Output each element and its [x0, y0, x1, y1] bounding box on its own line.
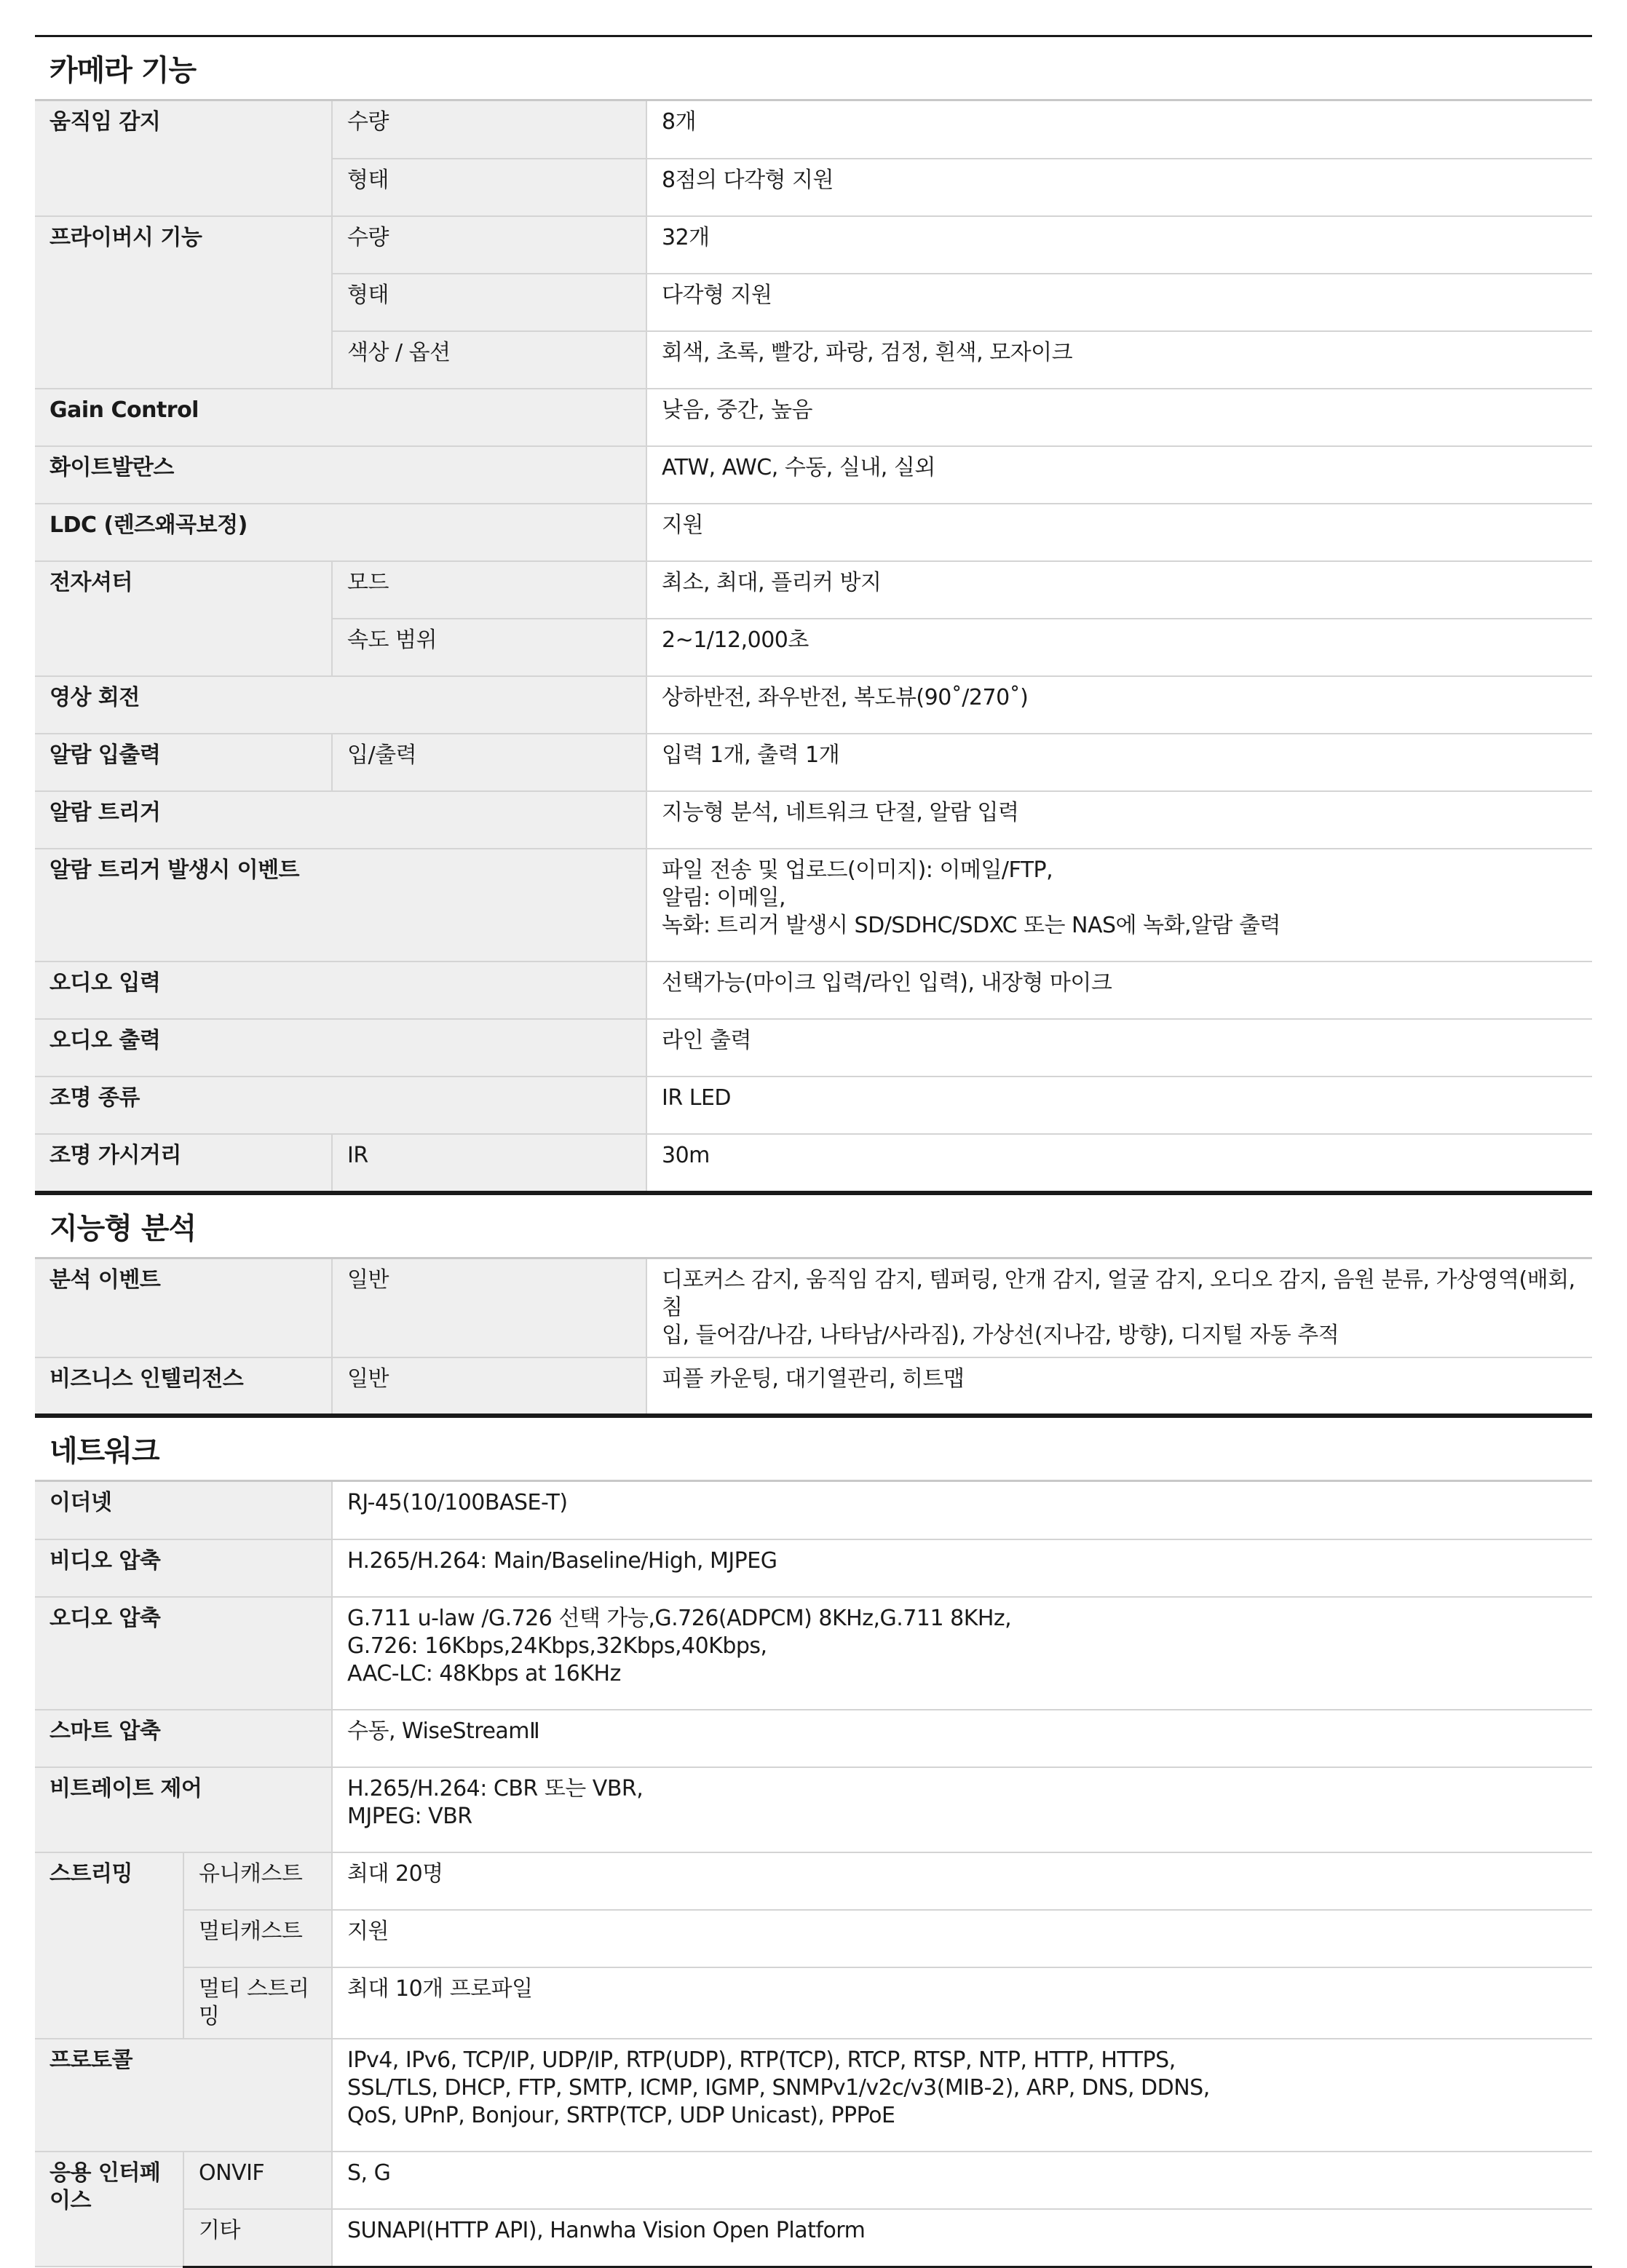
spec-sublabel: 형태	[332, 159, 646, 216]
spec-value: 8점의 다각형 지원	[646, 159, 1592, 216]
spec-label: 오디오 출력	[35, 1019, 646, 1076]
table-row	[35, 676, 1592, 734]
spec-table	[35, 101, 1592, 1193]
spec-label: 스마트 압축	[35, 1710, 332, 1767]
spec-label: 움직임 감지	[35, 101, 332, 216]
table-row	[35, 1597, 1592, 1710]
table-row	[35, 2039, 1592, 2152]
table-row	[35, 791, 1592, 849]
spec-value: 30m	[646, 1134, 1592, 1192]
section-title: 카메라 기능	[35, 35, 1592, 101]
spec-value: 수동, WiseStreamⅡ	[332, 1710, 1592, 1767]
spec-value: 회색, 초록, 빨강, 파랑, 검정, 흰색, 모자이크	[646, 331, 1592, 389]
spec-label: 알람 입출력	[35, 734, 332, 791]
spec-label: 영상 회전	[35, 676, 646, 734]
spec-label: 오디오 압축	[35, 1597, 332, 1710]
spec-value: SUNAPI(HTTP API), Hanwha Vision Open Platform	[332, 2209, 1592, 2267]
spec-label: LDC (렌즈왜곡보정)	[35, 504, 646, 561]
spec-value: 피플 카운팅, 대기열관리, 히트맵	[646, 1357, 1592, 1415]
spec-sublabel: 일반	[332, 1357, 646, 1415]
spec-sublabel: 수량	[332, 101, 646, 159]
spec-label: 비디오 압축	[35, 1539, 332, 1597]
table-row	[35, 1710, 1592, 1767]
spec-sublabel: 형태	[332, 274, 646, 331]
spec-value: 선택가능(마이크 입력/라인 입력), 내장형 마이크	[646, 961, 1592, 1019]
spec-value: 지능형 분석, 네트워크 단절, 알람 입력	[646, 791, 1592, 849]
spec-value: IPv4, IPv6, TCP/IP, UDP/IP, RTP(UDP), RTP(TCP), RTCP, RTSP, NTP, HTTP, HTTPS, SSL/TLS, DHCP, FTP, SMTP, ICMP, IGMP, SNMPv1/v2c/v3(MIB-2), ARP, DNS, DDNS, QoS, UPnP, Bonjour, SRTP(TCP, UDP Unicast), PPPoE	[332, 2039, 1592, 2152]
spec-value: 입력 1개, 출력 1개	[646, 734, 1592, 791]
spec-value: 최소, 최대, 플리커 방지	[646, 561, 1592, 619]
spec-value: ATW, AWC, 수동, 실내, 실외	[646, 446, 1592, 504]
spec-sublabel: ONVIF	[183, 2152, 332, 2209]
table-row	[35, 1767, 1592, 1852]
spec-sheet	[35, 35, 1592, 2268]
spec-value: RJ-45(10/100BASE-T)	[332, 1482, 1592, 1539]
table-row	[35, 561, 1592, 619]
table-row	[35, 446, 1592, 504]
spec-sublabel: 색상 / 옵션	[332, 331, 646, 389]
spec-label: 비즈니스 인텔리전스	[35, 1357, 332, 1415]
spec-value: 최대 20명	[332, 1852, 1592, 1910]
spec-value: 디포커스 감지, 움직임 감지, 템퍼링, 안개 감지, 얼굴 감지, 오디오 감지, 음원 분류, 가상영역(배회, 침 입, 들어감/나감, 나타남/사라짐), 가상선(지나감, 방향), 디지털 자동 추적	[646, 1259, 1592, 1357]
spec-label: 프라이버시 기능	[35, 216, 332, 389]
table-row	[35, 1539, 1592, 1597]
spec-value: H.265/H.264: CBR 또는 VBR, MJPEG: VBR	[332, 1767, 1592, 1852]
table-row	[35, 1852, 1592, 1910]
spec-value: G.711 u-law /G.726 선택 가능,G.726(ADPCM) 8KHz,G.711 8KHz, G.726: 16Kbps,24Kbps,32Kbps,40Kbps, AAC-LC: 48Kbps at 16KHz	[332, 1597, 1592, 1710]
spec-sublabel: 기타	[183, 2209, 332, 2267]
spec-value: 파일 전송 및 업로드(이미지): 이메일/FTP, 알림: 이메일, 녹화: 트리거 발생시 SD/SDHC/SDXC 또는 NAS에 녹화,알람 출력	[646, 849, 1592, 961]
spec-table	[35, 1259, 1592, 1416]
table-row	[35, 389, 1592, 446]
spec-label: 알람 트리거	[35, 791, 646, 849]
spec-value: H.265/H.264: Main/Baseline/High, MJPEG	[332, 1539, 1592, 1597]
spec-sublabel: 멀티 스트리밍	[183, 1967, 332, 2039]
table-row	[35, 2152, 1592, 2209]
spec-sublabel: 속도 범위	[332, 619, 646, 676]
spec-value: 2~1/12,000초	[646, 619, 1592, 676]
table-row	[35, 1967, 1592, 2039]
spec-value: 지원	[646, 504, 1592, 561]
table-row	[35, 961, 1592, 1019]
spec-label: 스트리밍	[35, 1852, 183, 2039]
spec-label: 프로토콜	[35, 2039, 332, 2152]
spec-value: 라인 출력	[646, 1019, 1592, 1076]
spec-value: S, G	[332, 2152, 1592, 2209]
table-row	[35, 504, 1592, 561]
table-row	[35, 2209, 1592, 2267]
spec-sublabel: 유니캐스트	[183, 1852, 332, 1910]
spec-label: 이더넷	[35, 1482, 332, 1539]
table-row	[35, 734, 1592, 791]
spec-sublabel: 수량	[332, 216, 646, 274]
table-row	[35, 216, 1592, 274]
spec-label: 비트레이트 제어	[35, 1767, 332, 1852]
table-row	[35, 1482, 1592, 1539]
spec-value: 32개	[646, 216, 1592, 274]
spec-value: 최대 10개 프로파일	[332, 1967, 1592, 2039]
table-row	[35, 849, 1592, 961]
table-row	[35, 1357, 1592, 1415]
spec-sublabel: 멀티캐스트	[183, 1910, 332, 1967]
spec-label: 조명 종류	[35, 1076, 646, 1134]
table-row	[35, 1134, 1592, 1192]
table-row	[35, 1076, 1592, 1134]
spec-sublabel: 모드	[332, 561, 646, 619]
table-row	[35, 1259, 1592, 1357]
spec-label: 전자셔터	[35, 561, 332, 676]
spec-value: 다각형 지원	[646, 274, 1592, 331]
spec-table	[35, 1482, 1592, 2268]
spec-sublabel: 일반	[332, 1259, 646, 1357]
table-row	[35, 1910, 1592, 1967]
section-title: 네트워크	[35, 1416, 1592, 1482]
spec-label: 오디오 입력	[35, 961, 646, 1019]
spec-label: 화이트발란스	[35, 446, 646, 504]
table-row	[35, 1019, 1592, 1076]
spec-label: 응용 인터페이스	[35, 2152, 183, 2267]
spec-sublabel: 입/출력	[332, 734, 646, 791]
spec-label: 알람 트리거 발생시 이벤트	[35, 849, 646, 961]
table-row	[35, 101, 1592, 159]
spec-label: 조명 가시거리	[35, 1134, 332, 1192]
spec-sublabel: IR	[332, 1134, 646, 1192]
section-title: 지능형 분석	[35, 1193, 1592, 1259]
spec-label: Gain Control	[35, 389, 646, 446]
spec-value: 낮음, 중간, 높음	[646, 389, 1592, 446]
spec-value: 지원	[332, 1910, 1592, 1967]
spec-label: 분석 이벤트	[35, 1259, 332, 1357]
spec-value: 상하반전, 좌우반전, 복도뷰(90˚/270˚)	[646, 676, 1592, 734]
spec-value: 8개	[646, 101, 1592, 159]
spec-value: IR LED	[646, 1076, 1592, 1134]
